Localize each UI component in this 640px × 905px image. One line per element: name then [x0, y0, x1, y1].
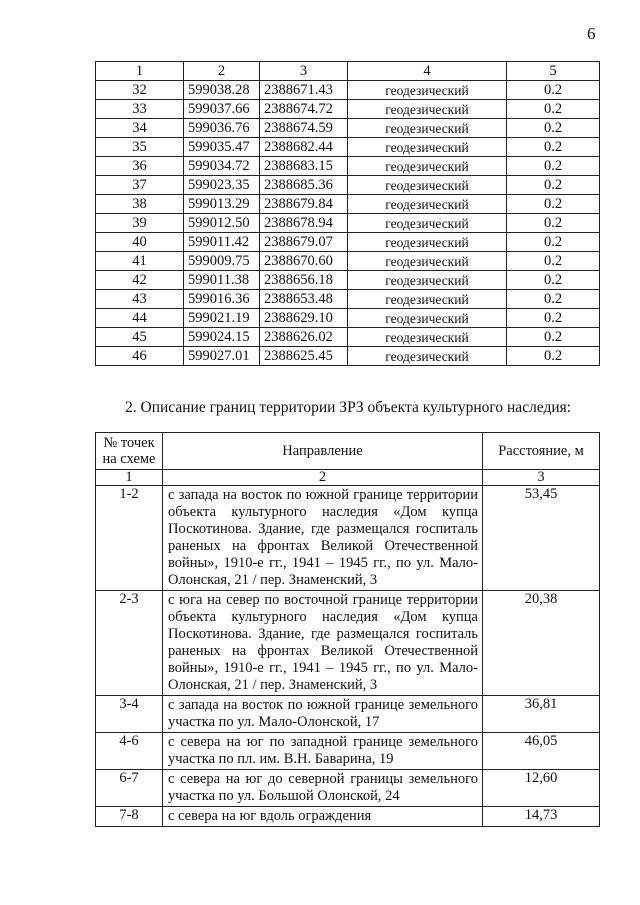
accuracy: 0.2	[507, 138, 600, 157]
method: геодезический	[348, 157, 507, 176]
point-number: 36	[96, 157, 184, 176]
accuracy: 0.2	[507, 214, 600, 233]
segment-distance: 12,60	[483, 770, 600, 807]
point-number: 37	[96, 176, 184, 195]
coord-x: 599037.66	[184, 100, 260, 119]
method: геодезический	[348, 347, 507, 366]
point-number: 35	[96, 138, 184, 157]
segment-direction: с севера на юг по западной границе земельного участка по пл. им. В.Н. Баварина, 19	[163, 733, 483, 770]
coord-x: 599035.47	[184, 138, 260, 157]
header-cell: 2	[184, 62, 260, 81]
segment-direction: с севера на юг вдоль ограждения	[163, 807, 483, 827]
segment-distance: 53,45	[483, 486, 600, 591]
table-row	[96, 271, 600, 290]
segment-distance: 36,81	[483, 696, 600, 733]
table-row	[96, 81, 600, 100]
coord-y: 2388656.18	[260, 271, 348, 290]
coord-y: 2388685.36	[260, 176, 348, 195]
coord-y: 2388629.10	[260, 309, 348, 328]
accuracy: 0.2	[507, 347, 600, 366]
segment-points: 3-4	[96, 696, 163, 733]
table-row	[96, 347, 600, 366]
point-number: 33	[96, 100, 184, 119]
segment-points: 1-2	[96, 486, 163, 591]
point-number: 42	[96, 271, 184, 290]
point-number: 45	[96, 328, 184, 347]
method: геодезический	[348, 309, 507, 328]
distance-header: Расстояние, м	[483, 433, 600, 470]
accuracy: 0.2	[507, 252, 600, 271]
method: геодезический	[348, 138, 507, 157]
points-header	[96, 433, 163, 470]
coord-y: 2388674.59	[260, 119, 348, 138]
coord-x: 599009.75	[184, 252, 260, 271]
point-number: 41	[96, 252, 184, 271]
coord-y: 2388671.43	[260, 81, 348, 100]
table-row	[96, 252, 600, 271]
coord-x: 599011.38	[184, 271, 260, 290]
accuracy: 0.2	[507, 271, 600, 290]
segment-points: 2-3	[96, 591, 163, 696]
coord-y: 2388653.48	[260, 290, 348, 309]
accuracy: 0.2	[507, 81, 600, 100]
table-row	[96, 807, 600, 827]
accuracy: 0.2	[507, 309, 600, 328]
accuracy: 0.2	[507, 233, 600, 252]
table-row	[96, 119, 600, 138]
point-number: 44	[96, 309, 184, 328]
point-number: 38	[96, 195, 184, 214]
method: геодезический	[348, 271, 507, 290]
coord-y: 2388679.84	[260, 195, 348, 214]
boundary-table	[95, 432, 600, 827]
coordinates-table-header	[96, 62, 600, 81]
coord-x: 599027.01	[184, 347, 260, 366]
subheader-cell: 1	[96, 470, 163, 486]
header-cell: 3	[260, 62, 348, 81]
method: геодезический	[348, 100, 507, 119]
method: геодезический	[348, 233, 507, 252]
boundary-table-subheader	[96, 470, 600, 486]
coord-y: 2388679.07	[260, 233, 348, 252]
segment-points: 4-6	[96, 733, 163, 770]
table-row	[96, 233, 600, 252]
accuracy: 0.2	[507, 290, 600, 309]
header-cell: 5	[507, 62, 600, 81]
segment-direction: с запада на восток по южной границе земельного участка по ул. Мало-Олонской, 17	[163, 696, 483, 733]
coord-x: 599034.72	[184, 157, 260, 176]
segment-distance: 14,73	[483, 807, 600, 827]
subheader-cell: 2	[163, 470, 483, 486]
method: геодезический	[348, 328, 507, 347]
point-number: 39	[96, 214, 184, 233]
method: геодезический	[348, 252, 507, 271]
segment-distance: 20,38	[483, 591, 600, 696]
point-number: 32	[96, 81, 184, 100]
method: геодезический	[348, 176, 507, 195]
coord-y: 2388625.45	[260, 347, 348, 366]
point-number: 34	[96, 119, 184, 138]
table-row	[96, 157, 600, 176]
header-cell: 4	[348, 62, 507, 81]
points-header-line2: на схеме	[102, 451, 156, 467]
subheader-cell: 3	[483, 470, 600, 486]
accuracy: 0.2	[507, 100, 600, 119]
table-row	[96, 309, 600, 328]
segment-points: 7-8	[96, 807, 163, 827]
boundary-table-header	[96, 433, 600, 470]
table-row	[96, 486, 600, 591]
segment-direction: с юга на север по восточной границе территории объекта культурного наследия «Дом купца Поскотинова. Здание, где размещался госпиталь раненых на фронтах Великой Отечественной войны», 1910-е гг., 1941 – 1945 гг., по ул. Мало-Олонская, 21 / пер. Знаменский, 3	[163, 591, 483, 696]
point-number: 43	[96, 290, 184, 309]
table-row	[96, 696, 600, 733]
point-number: 40	[96, 233, 184, 252]
coordinates-table	[95, 61, 600, 366]
table-row	[96, 328, 600, 347]
coord-x: 599023.35	[184, 176, 260, 195]
accuracy: 0.2	[507, 119, 600, 138]
coord-y: 2388683.15	[260, 157, 348, 176]
coord-x: 599021.19	[184, 309, 260, 328]
coord-x: 599016.36	[184, 290, 260, 309]
header-cell: 1	[96, 62, 184, 81]
coord-y: 2388674.72	[260, 100, 348, 119]
method: геодезический	[348, 290, 507, 309]
method: геодезический	[348, 214, 507, 233]
segment-direction: с севера на юг до северной границы земельного участка по ул. Большой Олонской, 24	[163, 770, 483, 807]
segment-points: 6-7	[96, 770, 163, 807]
coord-y: 2388678.94	[260, 214, 348, 233]
accuracy: 0.2	[507, 157, 600, 176]
accuracy: 0.2	[507, 328, 600, 347]
coord-x: 599036.76	[184, 119, 260, 138]
method: геодезический	[348, 119, 507, 138]
table-row	[96, 100, 600, 119]
coord-x: 599012.50	[184, 214, 260, 233]
point-number: 46	[96, 347, 184, 366]
coord-y: 2388670.60	[260, 252, 348, 271]
table-row	[96, 176, 600, 195]
coord-y: 2388626.02	[260, 328, 348, 347]
table-row	[96, 138, 600, 157]
coord-x: 599038.28	[184, 81, 260, 100]
coord-x: 599013.29	[184, 195, 260, 214]
table-row	[96, 290, 600, 309]
points-header-line1: № точек	[103, 435, 155, 451]
coord-x: 599011.42	[184, 233, 260, 252]
accuracy: 0.2	[507, 195, 600, 214]
coord-y: 2388682.44	[260, 138, 348, 157]
table-row	[96, 195, 600, 214]
table-row	[96, 214, 600, 233]
page-number: 6	[587, 24, 596, 43]
table-row	[96, 733, 600, 770]
coord-x: 599024.15	[184, 328, 260, 347]
section-title: 2. Описание границ территории ЗРЗ объекта культурного наследия:	[125, 399, 572, 416]
segment-direction: с запада на восток по южной границе территории объекта культурного наследия «Дом купца Поскотинова. Здание, где размещался госпиталь раненых на фронтах Великой Отечественной войны», 1910-е гг., 1941 – 1945 гг., по ул. Мало-Олонская, 21 / пер. Знаменский, 3	[163, 486, 483, 591]
direction-header: Направление	[163, 433, 483, 470]
table-row	[96, 591, 600, 696]
method: геодезический	[348, 81, 507, 100]
segment-distance: 46,05	[483, 733, 600, 770]
accuracy: 0.2	[507, 176, 600, 195]
method: геодезический	[348, 195, 507, 214]
table-row	[96, 770, 600, 807]
